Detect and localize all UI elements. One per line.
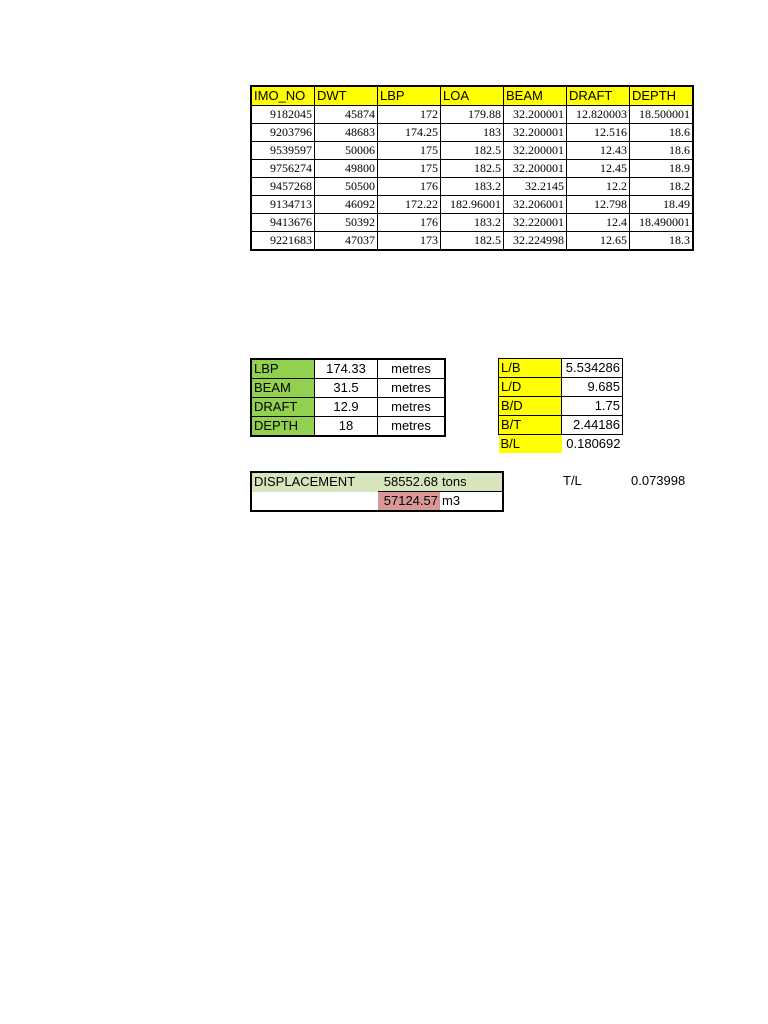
input-unit[interactable]: metres [378,398,446,417]
ratio-row [499,416,623,435]
ratio-value[interactable]: 9.685 [562,378,623,397]
table-cell[interactable]: 32.200001 [504,160,567,178]
table-cell[interactable]: 12.2 [567,178,630,196]
ratio-row [499,378,623,397]
ship-table-body [251,106,693,251]
input-label[interactable]: DEPTH [251,417,315,437]
input-label[interactable]: LBP [251,359,315,379]
table-row [251,232,693,251]
table-cell[interactable]: 32.200001 [504,142,567,160]
table-cell[interactable]: 18.9 [630,160,694,178]
ratio-row [499,359,623,378]
input-value[interactable]: 31.5 [315,379,378,398]
input-unit[interactable]: metres [378,379,446,398]
input-unit[interactable]: metres [378,417,446,437]
input-value[interactable]: 18 [315,417,378,437]
table-cell[interactable]: 50500 [315,178,378,196]
table-cell[interactable]: 48683 [315,124,378,142]
table-cell[interactable]: 49800 [315,160,378,178]
ratio-label[interactable]: B/L [499,435,562,454]
table-cell[interactable]: 9221683 [251,232,315,251]
table-cell[interactable]: 18.3 [630,232,694,251]
ratio-label[interactable]: B/T [499,416,562,435]
tl-label[interactable]: T/L [563,473,582,488]
tl-value[interactable]: 0.073998 [631,473,686,488]
table-cell[interactable]: 18.500001 [630,106,694,124]
table-cell[interactable]: 47037 [315,232,378,251]
table-cell[interactable]: 182.5 [441,232,504,251]
table-cell[interactable]: 176 [378,214,441,232]
ratio-row [499,397,623,416]
table-cell[interactable]: 172.22 [378,196,441,214]
ratio-label[interactable]: L/D [499,378,562,397]
ratio-label[interactable]: B/D [499,397,562,416]
displacement-label[interactable]: DISPLACEMENT [251,472,378,492]
table-cell[interactable]: 175 [378,160,441,178]
table-cell[interactable]: 18.2 [630,178,694,196]
table-cell[interactable]: 45874 [315,106,378,124]
input-table [250,358,446,437]
empty-cell[interactable] [251,492,378,512]
displacement-volume-unit[interactable]: m3 [440,492,503,512]
ratio-value[interactable]: 0.180692 [566,436,621,451]
table-cell[interactable]: 32.206001 [504,196,567,214]
table-cell[interactable]: 12.4 [567,214,630,232]
table-row [251,196,693,214]
table-cell[interactable]: 183.2 [441,178,504,196]
header-loa[interactable]: LOA [441,86,504,106]
input-label[interactable]: DRAFT [251,398,315,417]
table-cell[interactable]: 9413676 [251,214,315,232]
input-unit[interactable]: metres [378,359,446,379]
table-cell[interactable]: 18.6 [630,142,694,160]
table-cell[interactable]: 182.5 [441,160,504,178]
displacement-volume-value[interactable]: 57124.57 [378,492,440,512]
displacement-tons-row [251,472,503,492]
displacement-table [250,471,504,512]
table-cell[interactable]: 182.96001 [441,196,504,214]
input-row [251,417,445,437]
ratio-value[interactable]: 5.534286 [562,359,623,378]
table-cell[interactable]: 182.5 [441,142,504,160]
ratio-value[interactable]: 2.44186 [562,416,623,435]
input-row [251,398,445,417]
table-cell[interactable]: 12.43 [567,142,630,160]
header-lbp[interactable]: LBP [378,86,441,106]
table-cell[interactable]: 175 [378,142,441,160]
table-cell[interactable]: 18.490001 [630,214,694,232]
table-cell[interactable]: 12.45 [567,160,630,178]
table-cell[interactable]: 9457268 [251,178,315,196]
table-cell[interactable]: 173 [378,232,441,251]
table-row [251,124,693,142]
table-row [251,214,693,232]
header-depth[interactable]: DEPTH [630,86,694,106]
table-row [251,142,693,160]
table-cell[interactable]: 50006 [315,142,378,160]
header-dwt[interactable]: DWT [315,86,378,106]
table-row [251,106,693,124]
table-cell[interactable]: 9134713 [251,196,315,214]
table-cell[interactable]: 183 [441,124,504,142]
table-cell[interactable]: 18.6 [630,124,694,142]
table-row [251,178,693,196]
ratio-row [499,435,623,454]
table-row [251,160,693,178]
ratio-label[interactable]: L/B [499,359,562,378]
ship-data-table [250,85,694,251]
ratio-value[interactable]: 1.75 [562,397,623,416]
table-cell[interactable]: 32.220001 [504,214,567,232]
header-imo[interactable]: IMO_NO [251,86,315,106]
table-cell[interactable]: 32.224998 [504,232,567,251]
table-cell[interactable]: 9182045 [251,106,315,124]
displacement-tons-unit[interactable]: tons [440,472,503,492]
table-cell[interactable]: 12.65 [567,232,630,251]
table-cell[interactable]: 179.88 [441,106,504,124]
table-cell[interactable]: 9756274 [251,160,315,178]
table-cell[interactable]: 174.25 [378,124,441,142]
table-cell[interactable]: 176 [378,178,441,196]
table-cell[interactable]: 12.820003 [567,106,630,124]
table-cell[interactable]: 50392 [315,214,378,232]
displacement-tons-value[interactable]: 58552.68 [378,472,440,492]
table-cell[interactable]: 32.200001 [504,106,567,124]
table-cell[interactable]: 32.200001 [504,124,567,142]
ship-table-header-row [251,86,693,106]
table-cell[interactable]: 9203796 [251,124,315,142]
table-cell[interactable]: 32.2145 [504,178,567,196]
table-cell[interactable]: 12.516 [567,124,630,142]
input-row [251,359,445,379]
input-row [251,379,445,398]
ratio-table [498,358,623,453]
input-value[interactable]: 174.33 [315,359,378,379]
header-beam[interactable]: BEAM [504,86,567,106]
displacement-volume-row [251,492,503,512]
table-cell[interactable]: 183.2 [441,214,504,232]
table-cell[interactable]: 172 [378,106,441,124]
table-cell[interactable]: 9539597 [251,142,315,160]
input-label[interactable]: BEAM [251,379,315,398]
table-cell[interactable]: 18.49 [630,196,694,214]
header-draft[interactable]: DRAFT [567,86,630,106]
input-value[interactable]: 12.9 [315,398,378,417]
table-cell[interactable]: 12.798 [567,196,630,214]
table-cell[interactable]: 46092 [315,196,378,214]
